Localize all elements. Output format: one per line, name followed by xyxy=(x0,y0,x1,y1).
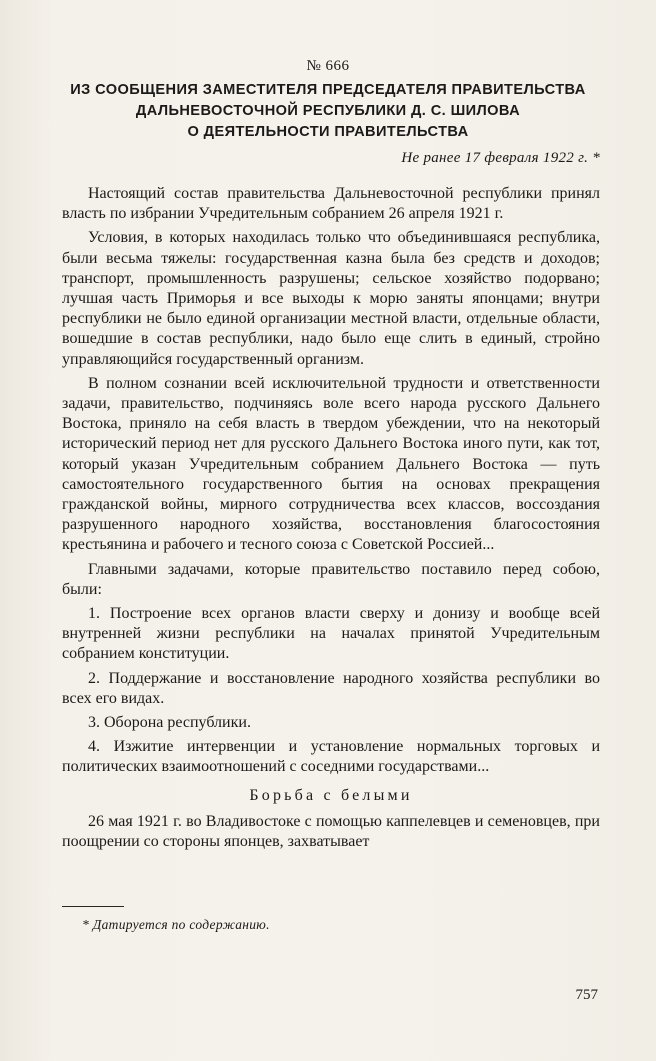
page-number: 757 xyxy=(575,987,598,1003)
document-title xyxy=(50,80,606,143)
paragraph: Условия, в которых находилась только что объединившаяся республика, были весьма тяжелы: государственная казна была без средств и доходов; транспорт, промышленность разрушены; сельское хозяйство подорвано; лучшая часть Приморья и все выходы к морю заняты японцами; внутри республики не было единой организации местной власти, отдельные области, вошедшие в состав республики, надо было еще слить в единый, стройно управляющийся государственный организм. xyxy=(62,229,600,368)
title-line: ИЗ СООБЩЕНИЯ ЗАМЕСТИТЕЛЯ ПРЕДСЕДАТЕЛЯ ПРАВИТЕЛЬСТВА xyxy=(70,82,586,98)
document-date: Не ранее 17 февраля 1922 г. * xyxy=(401,150,600,166)
footnote: * Датируется по содержанию. xyxy=(82,917,270,932)
paragraph: 26 мая 1921 г. во Владивостоке с помощью каппелевцев и семеновцев, при поощрении со стороны японцев, захватывает xyxy=(62,812,600,851)
footnote-divider xyxy=(62,906,124,907)
paragraph: В полном сознании всей исключительной трудности и ответственности задачи, правительство, подчиняясь воле всего народа русского Дальнего Востока, приняло на себя власть в твердом убеждении, что на некоторый исторический период нет для русского Дальнего Востока иного пути, как тот, который указан Учредительным собранием Дальнего Востока — путь самостоятельного государственного бытия на основах прекращения гражданской войны, мирного сотрудничества всех классов, воссоздания разрушенного народного хозяйства, восстановления благосостояния крестьянина и рабочего и тесного союза с Советской Россией... xyxy=(62,374,600,554)
document-body xyxy=(62,184,600,856)
list-item: 4. Изжитие интервенции и установление нормальных торговых и политических взаимоотношений с соседними государствами... xyxy=(62,738,600,776)
title-line: ДАЛЬНЕВОСТОЧНОЙ РЕСПУБЛИКИ Д. С. ШИЛОВА xyxy=(135,103,521,119)
document-number: № 666 xyxy=(306,58,350,74)
list-item: 2. Поддержание и восстановление народного хозяйства республики во всех его видах. xyxy=(62,669,600,707)
title-line: О ДЕЯТЕЛЬНОСТИ ПРАВИТЕЛЬСТВА xyxy=(187,124,469,140)
list-item: 1. Построение всех органов власти сверху и донизу и вообще всей внутренней жизни республики на началах принятой Учредительным собранием конституции. xyxy=(62,605,600,663)
list-item: 3. Оборона республики. xyxy=(88,714,251,732)
paragraph: Главными задачами, которые правительство поставило перед собою, были: xyxy=(62,560,600,598)
paragraph: Настоящий состав правительства Дальневосточной республики принял власть по избрании Учредительным собранием 26 апреля 1921 г. xyxy=(62,185,600,223)
section-subheading: Борьба с белыми xyxy=(249,786,413,804)
